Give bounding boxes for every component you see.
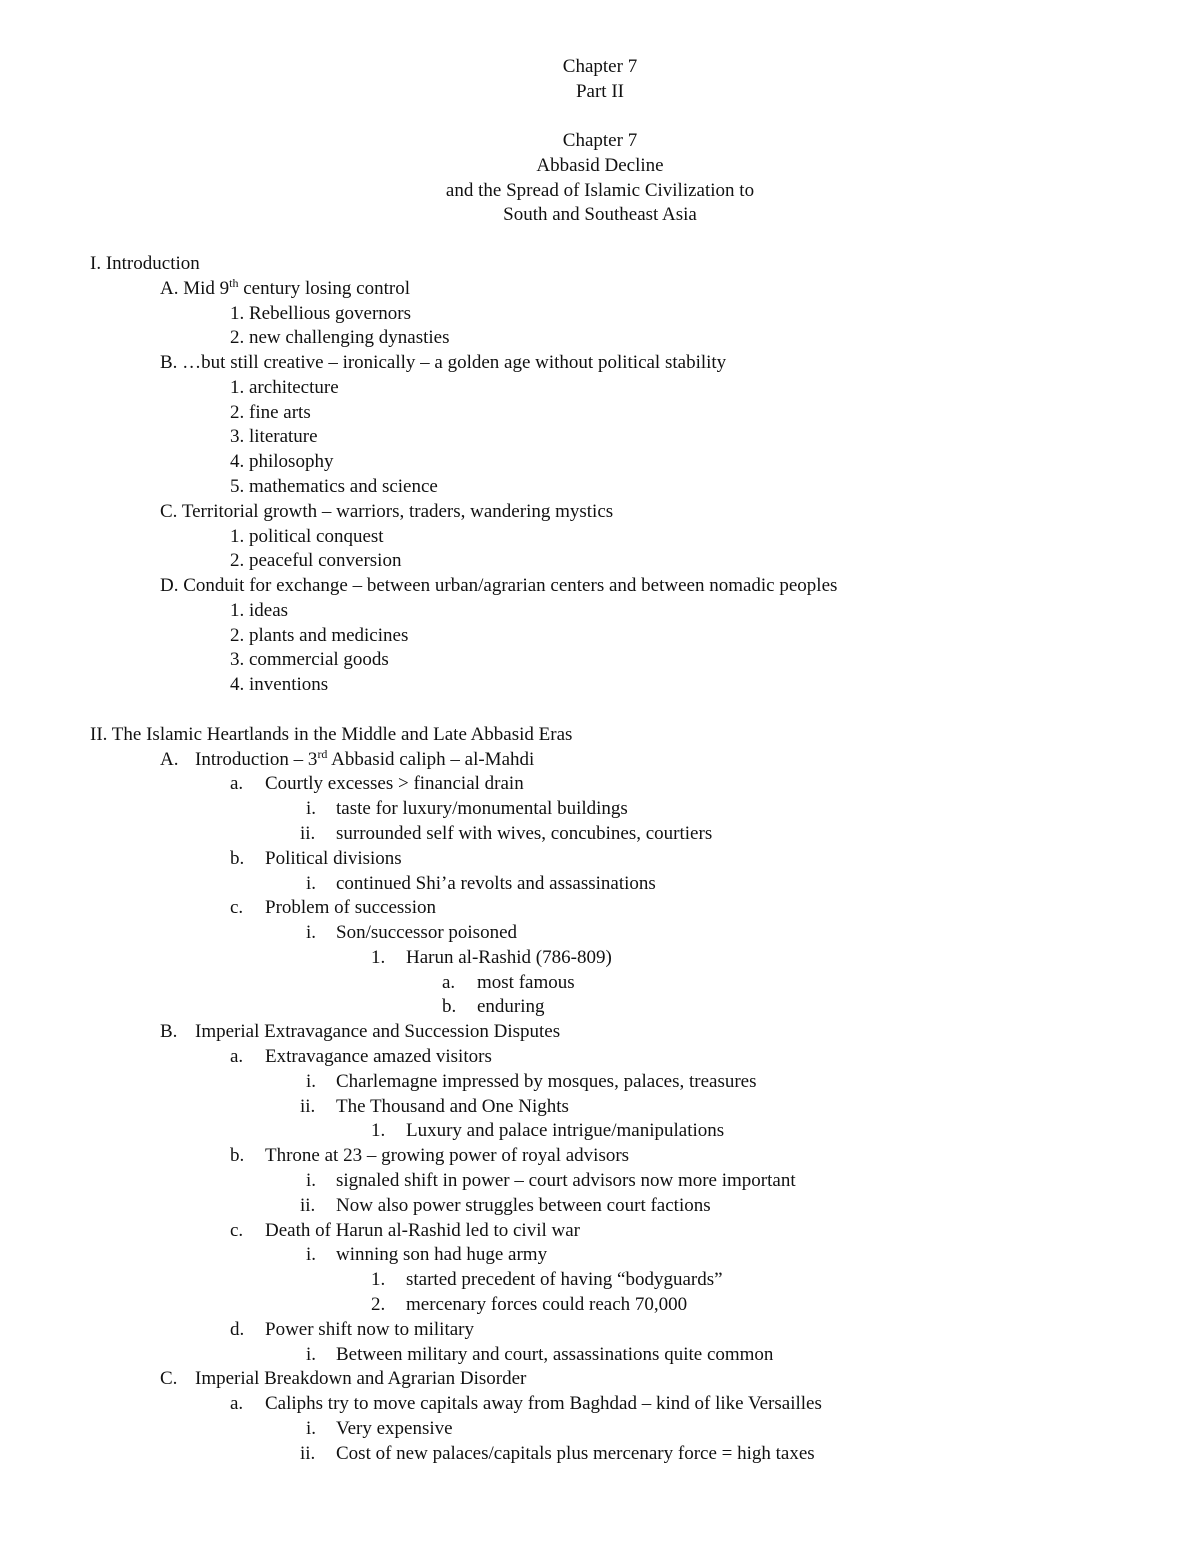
outline-item: 3. literature <box>230 426 318 447</box>
outline-item: 1. architecture <box>230 377 339 398</box>
outline-item: 2. fine arts <box>230 402 311 423</box>
outline-item: Extravagance amazed visitors <box>265 1046 492 1067</box>
outline-marker: i. <box>306 1071 317 1092</box>
outline-marker: c. <box>230 897 244 918</box>
header-spacer <box>0 104 1200 129</box>
outline-item: 2. peaceful conversion <box>230 550 402 571</box>
outline-item: Courtly excesses > financial drain <box>265 773 524 794</box>
outline-item: C. Territorial growth – warriors, traders, wandering mystics <box>160 501 614 522</box>
outline-item: 1. political conquest <box>230 526 384 547</box>
outline-item: A. Mid 9th century losing control <box>160 276 410 299</box>
outline-item: 4. inventions <box>230 674 329 695</box>
outline-item: Caliphs try to move capitals away from Baghdad – kind of like Versailles <box>265 1393 822 1414</box>
outline-item: Cost of new palaces/capitals plus mercenary force = high taxes <box>336 1443 815 1464</box>
outline-item: Son/successor poisoned <box>336 922 518 943</box>
outline-marker: b. <box>230 848 245 869</box>
outline-marker: i. <box>306 1244 317 1265</box>
header-part-label: Part II <box>575 80 624 102</box>
outline-marker: a. <box>230 1046 244 1067</box>
outline-item: 5. mathematics and science <box>230 476 438 497</box>
outline-marker: ii. <box>300 1443 316 1464</box>
outline-item: winning son had huge army <box>336 1244 548 1265</box>
header-chapter-repeat: Chapter 7 <box>562 130 638 152</box>
section-heading-islamic-heartlands: II. The Islamic Heartlands in the Middle and Late Abbasid Eras <box>90 724 573 745</box>
outline-item: Now also power struggles between court factions <box>336 1195 711 1216</box>
outline-item: 1. ideas <box>230 600 289 621</box>
outline-item: Throne at 23 – growing power of royal advisors <box>265 1145 630 1166</box>
header-chapter-label: Chapter 7 <box>562 56 638 77</box>
outline-marker: a. <box>442 972 456 993</box>
outline-marker: 1. <box>371 947 386 968</box>
outline-item: Introduction – 3rd Abbasid caliph – al-Mahdi <box>195 747 535 770</box>
outline-item: taste for luxury/monumental buildings <box>336 798 628 819</box>
outline-item: Political divisions <box>265 848 402 869</box>
outline-marker: i. <box>306 1344 317 1365</box>
document-header <box>0 55 1200 228</box>
outline-item: Very expensive <box>336 1418 453 1439</box>
outline-item: most famous <box>477 972 575 993</box>
outline-item: 4. philosophy <box>230 451 334 472</box>
header-title: Abbasid Decline <box>536 154 664 176</box>
outline-item: Charlemagne impressed by mosques, palaces, treasures <box>336 1071 757 1092</box>
outline-marker: i. <box>306 798 317 819</box>
outline-marker: i. <box>306 873 317 894</box>
outline-marker: B. <box>160 1021 178 1042</box>
outline-item: Death of Harun al-Rashid led to civil war <box>265 1220 580 1241</box>
outline-marker: 1. <box>371 1269 386 1290</box>
outline-item: continued Shi’a revolts and assassinations <box>336 873 656 894</box>
outline-item: D. Conduit for exchange – between urban/agrarian centers and between nomadic peoples <box>160 575 838 596</box>
outline-marker: C. <box>160 1368 178 1389</box>
outline-item: enduring <box>477 996 545 1017</box>
outline-item: 1. Rebellious governors <box>230 303 412 324</box>
outline-marker: ii. <box>300 1096 316 1117</box>
outline-marker: 1. <box>371 1120 386 1141</box>
outline-marker: i. <box>306 1170 317 1191</box>
outline-item: surrounded self with wives, concubines, courtiers <box>336 823 713 844</box>
outline-item: Power shift now to military <box>265 1319 474 1340</box>
outline-item: 3. commercial goods <box>230 649 389 670</box>
outline-item: Luxury and palace intrigue/manipulations <box>406 1120 725 1141</box>
outline-item: Between military and court, assassinations quite common <box>336 1344 774 1365</box>
outline-marker: c. <box>230 1220 244 1241</box>
header-subtitle-2: South and Southeast Asia <box>503 204 697 226</box>
outline-item: Imperial Breakdown and Agrarian Disorder <box>195 1368 527 1389</box>
outline-marker: i. <box>306 922 317 943</box>
outline-marker: b. <box>442 996 457 1017</box>
header-subtitle: and the Spread of Islamic Civilization to <box>445 179 755 201</box>
outline-marker: A. <box>160 749 179 770</box>
outline-item: Imperial Extravagance and Succession Disputes <box>195 1021 561 1042</box>
section-heading-introduction: I. Introduction <box>90 253 200 274</box>
outline-item: mercenary forces could reach 70,000 <box>406 1294 688 1315</box>
outline-marker: b. <box>230 1145 245 1166</box>
outline-marker: a. <box>230 1393 244 1414</box>
outline-item: signaled shift in power – court advisors now more important <box>336 1170 796 1191</box>
outline-marker: a. <box>230 773 244 794</box>
outline-item: 2. plants and medicines <box>230 625 409 646</box>
outline-marker: 2. <box>371 1294 386 1315</box>
outline-item: 2. new challenging dynasties <box>230 327 450 348</box>
outline-marker: ii. <box>300 1195 316 1216</box>
outline-item: started precedent of having “bodyguards” <box>406 1269 723 1290</box>
outline-item: B. …but still creative – ironically – a golden age without political stability <box>160 352 727 373</box>
outline-item: Problem of succession <box>265 897 436 918</box>
outline-item: The Thousand and One Nights <box>336 1096 569 1117</box>
outline-marker: ii. <box>300 823 316 844</box>
outline-item: Harun al-Rashid (786-809) <box>406 947 612 968</box>
outline-marker: i. <box>306 1418 317 1439</box>
outline-marker: d. <box>230 1319 245 1340</box>
